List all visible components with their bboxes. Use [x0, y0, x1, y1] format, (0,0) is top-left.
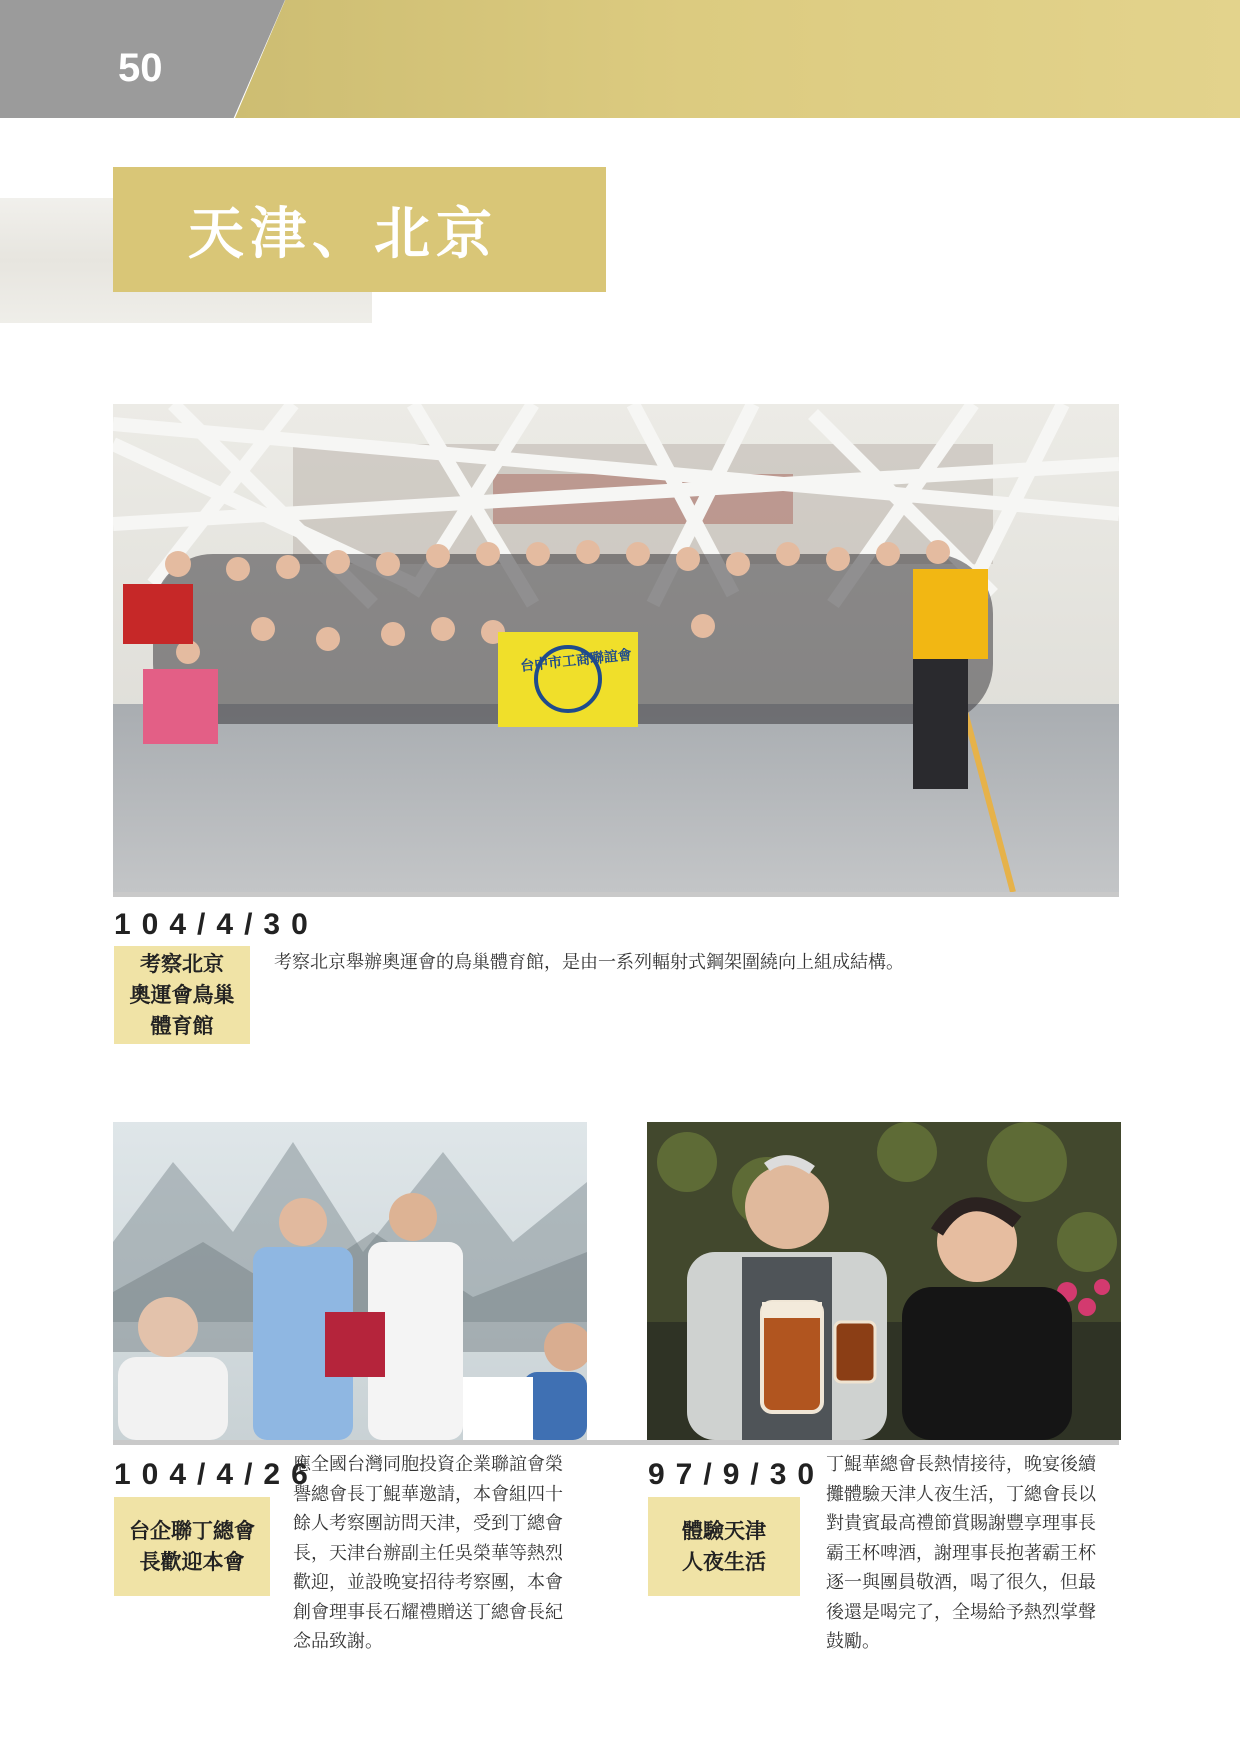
item-tag-line: 體驗天津: [682, 1518, 766, 1543]
description-line: 後還是喝完了，全場給予熱烈掌聲: [826, 1601, 1096, 1623]
item-tag-line: 體育館: [150, 1013, 214, 1038]
description-line: 鼓勵。: [826, 1631, 880, 1652]
description-line: 對貴賓最高禮節賞賜謝豐享理事長: [826, 1513, 1096, 1534]
page-number: 50: [118, 46, 163, 90]
item-tag-line: 人夜生活: [682, 1549, 766, 1574]
item-date: 104/4/30: [114, 908, 319, 941]
header-band-gold: [235, 0, 1240, 118]
description-line: 逐一與團員敬酒，喝了很久，但最: [826, 1572, 1096, 1593]
section-title: 天津、北京: [188, 201, 498, 267]
item-tag-line: 長歡迎本會: [139, 1549, 245, 1574]
item-tag-line: 奧運會鳥巢: [129, 982, 235, 1007]
item-tag-box: [114, 946, 250, 1044]
photo-divider-bar: [113, 1440, 1119, 1445]
meeting-photo-graphic: [113, 1122, 587, 1440]
description-line: 餘人考察團訪問天津，受到丁總會: [293, 1513, 563, 1534]
description-line: 創會理事長石耀禮贈送丁總會長紀: [293, 1601, 563, 1623]
item-tag-line: 考察北京: [140, 951, 224, 976]
description-line: 念品致謝。: [293, 1631, 383, 1652]
photo-divider-bar: [113, 892, 1119, 897]
description-line: 譽總會長丁鯤華邀請，本會組四十: [293, 1483, 563, 1505]
description-line: 應全國台灣同胞投資企業聯誼會榮: [293, 1454, 563, 1475]
item-description: [274, 948, 1114, 978]
section-title-box: [113, 167, 606, 292]
description-line: 丁鯤華總會長熱情接待，晚宴後續: [826, 1454, 1096, 1475]
description-line: 考察北京舉辦奧運會的鳥巢體育館，是由一系列輻射式鋼架圍繞向上組成結構。: [274, 952, 904, 973]
description-line: 歡迎，並設晚宴招待考察團，本會: [293, 1572, 563, 1593]
description-line: 長，天津台辦副主任吳榮華等熱烈: [293, 1542, 563, 1564]
item-description: [293, 1450, 593, 1657]
description-line: 攤體驗天津人夜生活，丁總會長以: [826, 1483, 1096, 1505]
flag-text: 台中市工商聯誼會: [519, 647, 633, 675]
item-tag-box: [114, 1497, 270, 1596]
item-description: [826, 1450, 1126, 1657]
item-date: 97/9/30: [648, 1458, 826, 1491]
photo-meeting-gift: [113, 1122, 587, 1440]
item-tag-line: 台企聯丁總會: [129, 1518, 255, 1543]
item-date: 104/4/26: [114, 1458, 319, 1491]
description-line: 霸王杯啤酒，謝理事長抱著霸王杯: [826, 1542, 1096, 1564]
photo-beer-toast: [647, 1122, 1121, 1440]
item-tag-box: [648, 1497, 800, 1596]
beer-photo-graphic: [647, 1122, 1121, 1440]
